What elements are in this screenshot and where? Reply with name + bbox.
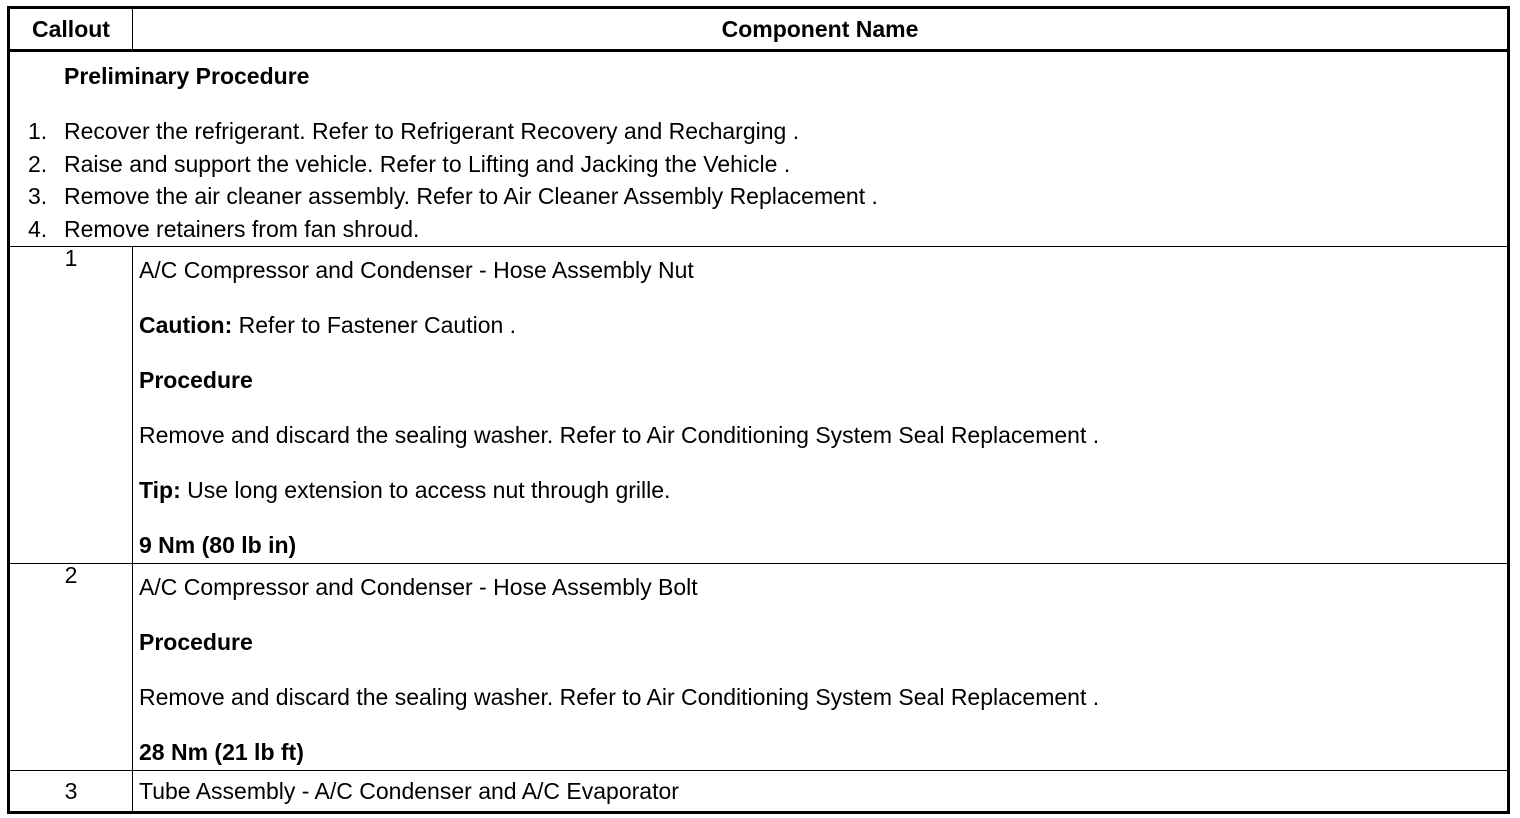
step-item (10, 185, 878, 218)
preliminary-title: Preliminary Procedure (64, 63, 310, 89)
step-text: Recover the refrigerant. Refer to Refrigerant Recovery and Recharging . (64, 118, 800, 144)
component-cell (133, 771, 1509, 813)
callout-number: 3 (9, 771, 133, 813)
step-number: 1. (28, 118, 48, 144)
table-row (9, 564, 1509, 771)
callout-table (7, 6, 1510, 814)
step-item (10, 120, 878, 153)
caution-note (139, 313, 516, 337)
procedure-heading: Procedure (139, 629, 253, 655)
tip-label: Tip: (139, 477, 181, 503)
component-name: A/C Compressor and Condenser - Hose Assembly Bolt (139, 574, 698, 600)
step-text: Remove the air cleaner assembly. Refer to Air Cleaner Assembly Replacement . (64, 183, 878, 210)
component-name-column-header: Component Name (133, 8, 1509, 51)
preliminary-steps (10, 120, 878, 250)
component-cell (133, 564, 1509, 771)
procedure-heading: Procedure (139, 367, 253, 393)
procedure-text: Remove and discard the sealing washer. Refer to Air Conditioning System Seal Replacement . (139, 684, 1100, 710)
tip-text: Use long extension to access nut through grille. (180, 477, 671, 503)
step-number: 2. (28, 150, 48, 177)
step-number: 4. (28, 215, 48, 242)
caution-text: Refer to Fastener Caution . (232, 312, 517, 338)
table-row (9, 771, 1509, 813)
callout-column-header: Callout (9, 8, 133, 51)
callout-number: 2 (9, 564, 133, 771)
torque-spec: 28 Nm (21 lb ft) (139, 739, 304, 765)
component-name: Tube Assembly - A/C Condenser and A/C Evaporator (139, 778, 679, 804)
callout-number: 1 (9, 247, 133, 564)
caution-label: Caution: (139, 312, 233, 338)
step-number: 3. (28, 183, 48, 210)
component-name: A/C Compressor and Condenser - Hose Assembly Nut (139, 257, 694, 283)
step-text: Raise and support the vehicle. Refer to Lifting and Jacking the Vehicle . (64, 150, 791, 177)
header-row (9, 8, 1509, 51)
tip-note (139, 478, 670, 502)
torque-spec: 9 Nm (80 lb in) (139, 532, 297, 558)
table-row (9, 247, 1509, 564)
preliminary-cell (9, 51, 1509, 247)
step-item (10, 215, 878, 251)
step-text: Remove retainers from fan shroud. (64, 215, 420, 242)
component-cell (133, 247, 1509, 564)
step-item (10, 150, 878, 186)
preliminary-row (9, 51, 1509, 247)
procedure-text: Remove and discard the sealing washer. Refer to Air Conditioning System Seal Replacement . (139, 422, 1100, 448)
